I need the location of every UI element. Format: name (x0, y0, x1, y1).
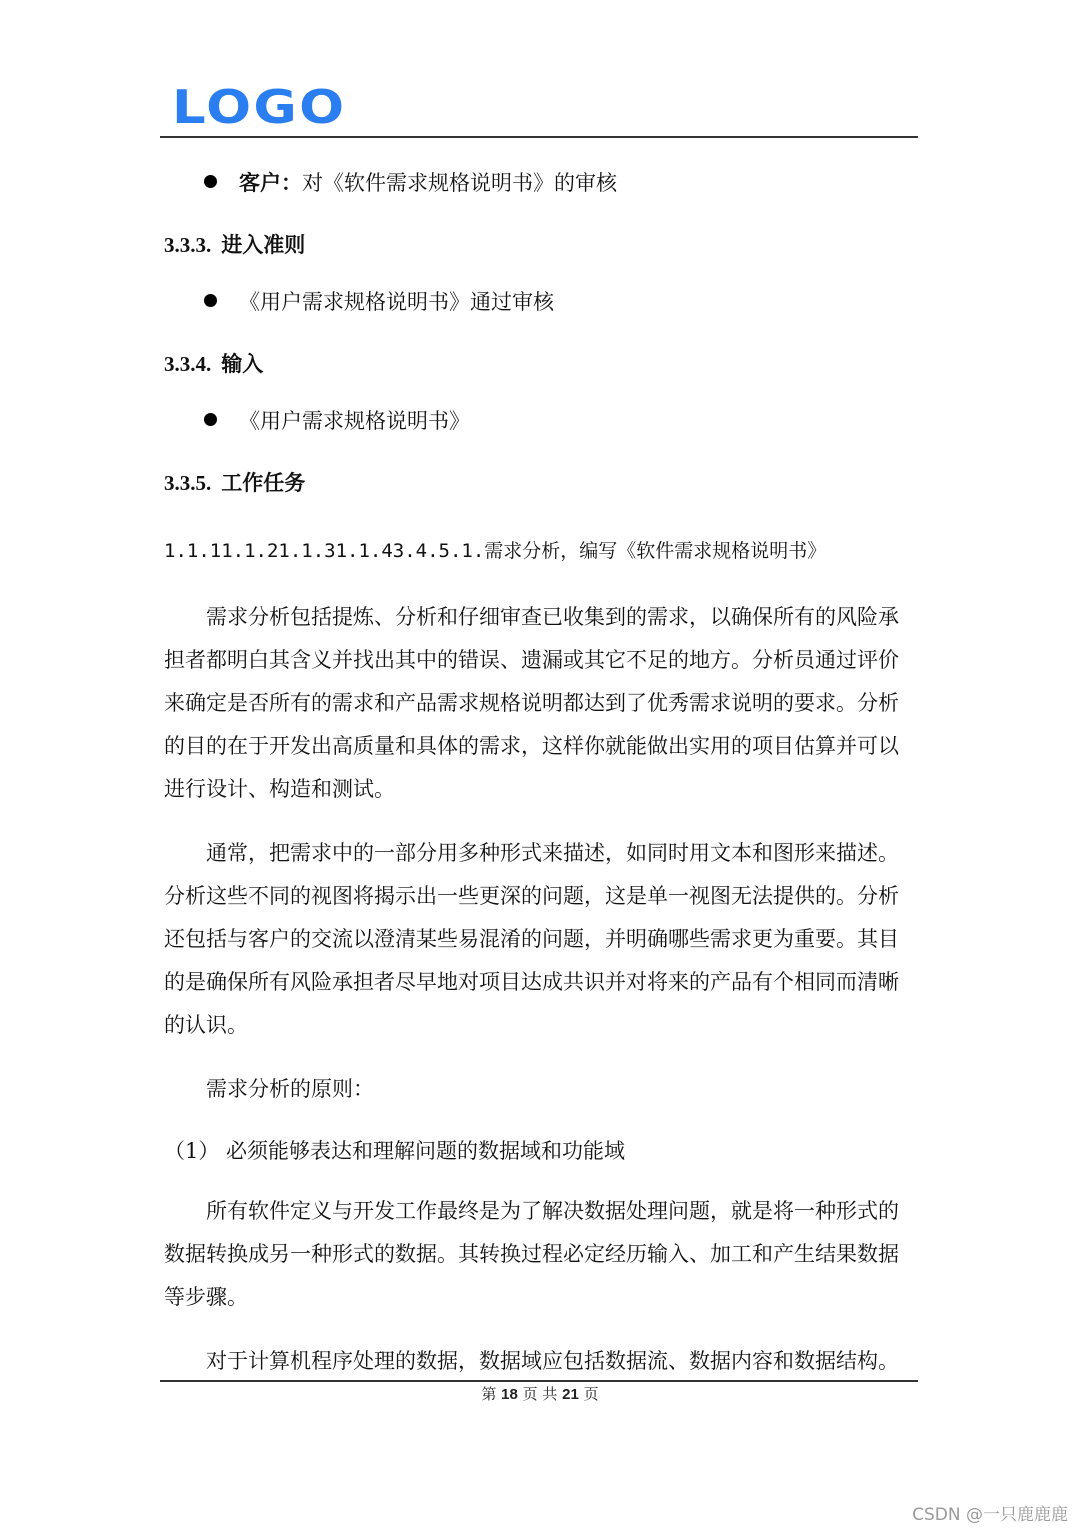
section-number: 3.3.3. (164, 233, 212, 257)
bullet-icon (204, 413, 217, 426)
principle-1: （1） 必须能够表达和理解问题的数据域和功能域 (164, 1139, 626, 1163)
page-number: 18 (501, 1386, 518, 1403)
section-heading-333 (164, 233, 305, 257)
section-title: 进入准则 (221, 232, 306, 257)
section-heading-334 (164, 352, 263, 376)
bullet-label: 客户： (239, 170, 302, 195)
principles-label: 需求分析的原则： (206, 1077, 374, 1101)
paragraph-4: 对于计算机程序处理的数据，数据域应包括数据流、数据内容和数据结构。 (206, 1349, 899, 1373)
bullet-input (204, 409, 470, 433)
section-number: 3.3.5. (164, 471, 212, 495)
paragraph-2: 通常，把需求中的一部分用多种形式来描述，如同时用文本和图形来描述。分析这些不同的视图将揭示出一些更深的问题，这是单一视图无法提供的。分析还包括与客户的交流以澄清某些易混淆的问题，并明确哪些需求更为重要。其目的是确保所有风险承担者尽早地对项目达成共识并对将来的产品有个相同而清晰的认识。 (164, 841, 899, 1037)
footer-middle: 页 共 (522, 1385, 558, 1403)
task-line: 1.1.11.1.21.1.31.1.43.4.5.1.需求分析，编写《软件需求规格说明书》 (164, 540, 827, 562)
section-title: 输入 (221, 351, 264, 376)
paragraph-1: 需求分析包括提炼、分析和仔细审查已收集到的需求，以确保所有的风险承担者都明白其含义并找出其中的错误、遗漏或其它不足的地方。分析员通过评价来确定是否所有的需求和产品需求规格说明都达到了优秀需求说明的要求。分析的目的在于开发出高质量和具体的需求，这样你就能做出实用的项目估算并可以进行设计、构造和测试。 (164, 605, 899, 801)
bullet-customer (204, 171, 617, 195)
section-title: 工作任务 (221, 470, 306, 495)
watermark: CSDN @一只鹿鹿鹿 (912, 1505, 1068, 1525)
page-footer (0, 1383, 1080, 1404)
logo: LOGO (172, 80, 347, 134)
bullet-entry (204, 290, 554, 314)
bullet-text: 《用户需求规格说明书》 (239, 409, 470, 433)
bullet-text: 《用户需求规格说明书》通过审核 (239, 290, 554, 314)
bullet-text: 对《软件需求规格说明书》的审核 (302, 171, 617, 195)
bullet-icon (204, 294, 217, 307)
section-heading-335 (164, 471, 305, 495)
paragraph-3: 所有软件定义与开发工作最终是为了解决数据处理问题，就是将一种形式的数据转换成另一种形式的数据。其转换过程必定经历输入、加工和产生结果数据等步骤。 (164, 1199, 899, 1309)
footer-prefix: 第 (481, 1385, 497, 1403)
section-number: 3.3.4. (164, 352, 212, 376)
total-pages: 21 (562, 1386, 579, 1403)
footer-suffix: 页 (583, 1385, 599, 1403)
header-divider (160, 136, 918, 138)
bullet-icon (204, 175, 217, 188)
footer-divider (160, 1380, 918, 1382)
